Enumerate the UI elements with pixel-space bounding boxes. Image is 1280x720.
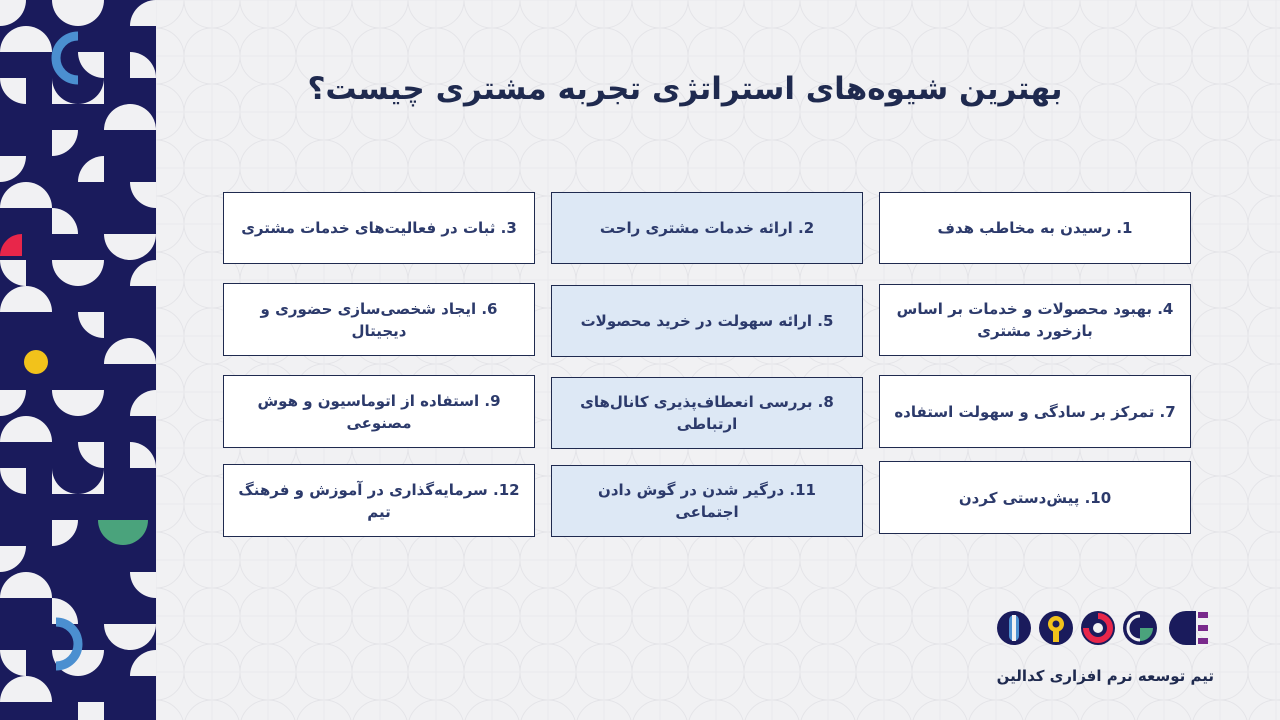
strategy-card-label: 10. پیش‌دستی کردن xyxy=(958,488,1112,507)
strategy-card-label: 2. ارائه خدمات مشتری راحت xyxy=(599,219,815,237)
strategy-card-3 xyxy=(223,192,535,264)
ring-logo-icon xyxy=(1081,611,1115,645)
strategy-card-label: 12. سرمایه‌گذاری در آموزش و فرهنگ تیم xyxy=(238,480,520,521)
strategy-card-9 xyxy=(223,375,535,448)
strategy-card-8 xyxy=(551,377,863,449)
strategy-card-label: 9. استفاده از اتوماسیون و هوش مصنوعی xyxy=(257,391,501,432)
strategy-card-4 xyxy=(879,284,1191,356)
strategy-card-6 xyxy=(223,283,535,356)
e-logo-icon xyxy=(1169,611,1208,645)
leaf-logo-icon xyxy=(1123,611,1157,645)
brand-logos xyxy=(992,606,1218,650)
footer-brand-text: تیم توسعه نرم افزاری کدالین xyxy=(996,667,1214,685)
keyhole-logo-icon xyxy=(1039,611,1073,645)
strategy-card-label: 1. رسیدن به مخاطب هدف xyxy=(937,219,1133,237)
pill-logo-icon xyxy=(997,611,1031,645)
strategy-card-label: 3. ثبات در فعالیت‌های خدمات مشتری xyxy=(241,219,517,237)
strategy-card-label: 6. ایجاد شخصی‌سازی حضوری و دیجیتال xyxy=(260,299,498,340)
strategy-card-label: 8. بررسی انعطاف‌پذیری کانال‌های ارتباطی xyxy=(580,393,834,433)
strategy-card-2 xyxy=(551,192,863,264)
slide-title: بهترین شیوه‌های استراتژی تجربه مشتری چیست؟ xyxy=(307,71,1063,107)
strategy-card-5 xyxy=(551,285,863,357)
strategy-card-11 xyxy=(551,465,863,537)
strategy-card-label: 4. بهبود محصولات و خدمات بر اساس بازخورد مشتری xyxy=(896,300,1174,340)
strategy-card-12 xyxy=(223,464,535,537)
decorative-side-pattern xyxy=(0,0,156,720)
strategy-card-label: 11. درگیر شدن در گوش دادن اجتماعی xyxy=(598,481,816,521)
strategy-card-label: 5. ارائه سهولت در خرید محصولات xyxy=(580,312,834,330)
strategy-card-label: 7. تمرکز بر سادگی و سهولت استفاده xyxy=(894,402,1176,421)
strategy-card-7 xyxy=(879,375,1191,448)
strategy-card-1 xyxy=(879,192,1191,264)
strategy-card-10 xyxy=(879,461,1191,534)
